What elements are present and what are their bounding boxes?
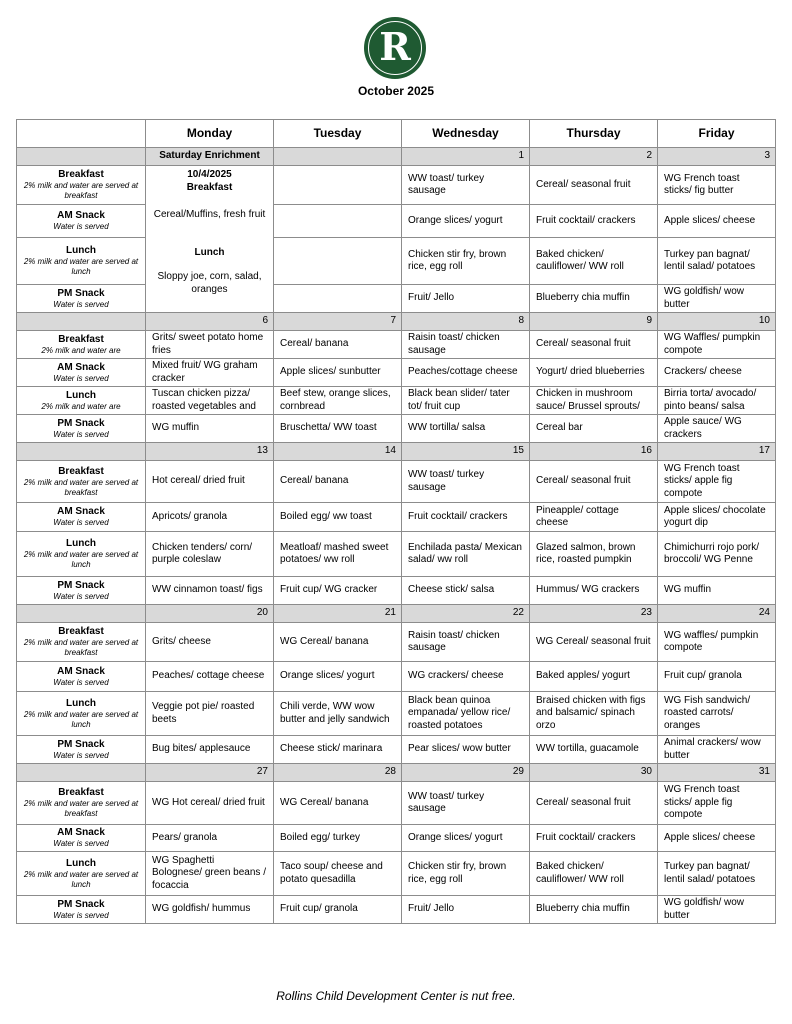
- meal-name: Lunch: [66, 697, 96, 709]
- meal-cell: Baked apples/ yogurt: [530, 662, 658, 692]
- meal-note: 2% milk and water are served at lunch: [23, 550, 139, 569]
- meal-cell: Apple slices/ cheese: [658, 205, 776, 238]
- meal-cell: WG waffles/ pumpkin compote: [658, 623, 776, 662]
- meal-cell: Bruschetta/ WW toast: [274, 415, 402, 443]
- meal-cell: Apple sauce/ WG crackers: [658, 415, 776, 443]
- meal-cell: Baked chicken/ cauliflower/ WW roll: [530, 238, 658, 285]
- meal-note: 2% milk and water are served at lunch: [23, 869, 139, 889]
- breakfast-row: [17, 461, 776, 503]
- meal-cell: Peaches/cottage cheese: [402, 359, 530, 387]
- meal-cell: Black bean slider/ tater tot/ fruit cup: [402, 387, 530, 415]
- date-cell: 2: [530, 148, 658, 166]
- meal-cell: Meatloaf/ mashed sweet potatoes/ ww roll: [274, 532, 402, 577]
- meal-note: Water is served: [53, 910, 109, 920]
- meal-cell: Fruit cup/ WG cracker: [274, 577, 402, 605]
- meal-label: [17, 503, 146, 532]
- meal-name: Breakfast: [58, 465, 104, 477]
- meal-label: [17, 285, 146, 313]
- meal-cell: Chili verde, WW wow butter and jelly sandwich: [274, 692, 402, 736]
- lunch-row: [17, 692, 776, 736]
- meal-cell: Black bean quinoa empanada/ yellow rice/ roasted potatoes: [402, 692, 530, 736]
- meal-name: Lunch: [66, 389, 96, 401]
- date-row: [17, 764, 776, 782]
- meal-cell: Pear slices/ wow butter: [402, 736, 530, 764]
- meal-cell: Cereal/ banana: [274, 331, 402, 359]
- meal-cell: Blueberry chia muffin: [530, 285, 658, 313]
- meal-cell: WG Fish sandwich/ roasted carrots/ oranges: [658, 692, 776, 736]
- date-cell: 3: [658, 148, 776, 166]
- menu-table: [16, 119, 776, 924]
- date-cell: 16: [530, 443, 658, 461]
- meal-cell: Veggie pot pie/ roasted beets: [146, 692, 274, 736]
- saturday-lunch-label: Lunch: [194, 246, 225, 258]
- date-cell: 14: [274, 443, 402, 461]
- meal-cell: Yogurt/ dried blueberries: [530, 359, 658, 387]
- meal-name: Lunch: [66, 857, 96, 869]
- date-row-label: [17, 443, 146, 461]
- meal-cell: [274, 285, 402, 313]
- meal-label: [17, 782, 146, 825]
- date-row-label: [17, 313, 146, 331]
- date-cell: 23: [530, 605, 658, 623]
- meal-label: [17, 415, 146, 443]
- meal-note: Water is served: [53, 677, 109, 687]
- meal-cell: Chicken in mushroom sauce/ Brussel sprouts/: [530, 387, 658, 415]
- meal-note: 2% milk and water are served at breakfast: [23, 477, 139, 497]
- meal-cell: WG goldfish/ wow butter: [658, 285, 776, 313]
- date-cell: 30: [530, 764, 658, 782]
- meal-note: Water is served: [53, 750, 109, 760]
- meal-cell: Fruit/ Jello: [402, 896, 530, 924]
- meal-note: Water is served: [53, 222, 109, 231]
- meal-cell: Turkey pan bagnat/ lentil salad/ potatoes: [658, 852, 776, 896]
- meal-cell: Beef stew, orange slices, cornbread: [274, 387, 402, 415]
- meal-cell: WG Waffles/ pumpkin compote: [658, 331, 776, 359]
- meal-cell: Chicken stir fry, brown rice, egg roll: [402, 238, 530, 285]
- meal-note: Water is served: [53, 299, 109, 309]
- saturday-enrichment-cell: [146, 166, 274, 313]
- meal-cell: Peaches/ cottage cheese: [146, 662, 274, 692]
- meal-label: [17, 532, 146, 577]
- day-header-tuesday: Tuesday: [274, 120, 402, 148]
- date-row: [17, 605, 776, 623]
- date-cell: 28: [274, 764, 402, 782]
- date-cell: 21: [274, 605, 402, 623]
- meal-cell: WG Spaghetti Bolognese/ green beans / focaccia: [146, 852, 274, 896]
- meal-cell: Pineapple/ cottage cheese: [530, 503, 658, 532]
- meal-cell: Apple slices/ sunbutter: [274, 359, 402, 387]
- date-row: [17, 443, 776, 461]
- date-cell: 29: [402, 764, 530, 782]
- meal-label: [17, 205, 146, 238]
- meal-cell: WG muffin: [146, 415, 274, 443]
- meal-cell: Tuscan chicken pizza/ roasted vegetables and: [146, 387, 274, 415]
- meal-cell: WG goldfish/ hummus: [146, 896, 274, 924]
- meal-note: Water is served: [53, 429, 109, 439]
- meal-name: Breakfast: [58, 787, 104, 798]
- date-row-label: [17, 764, 146, 782]
- meal-note: 2% milk and water are: [41, 345, 121, 355]
- meal-cell: WW toast/ turkey sausage: [402, 461, 530, 503]
- meal-label: [17, 852, 146, 896]
- meal-cell: Cheese stick/ marinara: [274, 736, 402, 764]
- date-row-label: [17, 148, 146, 166]
- meal-cell: WG Cereal/ seasonal fruit: [530, 623, 658, 662]
- meal-label: [17, 238, 146, 285]
- meal-cell: WG French toast sticks/ apple fig compote: [658, 461, 776, 503]
- lunch-row: [17, 532, 776, 577]
- breakfast-row: [17, 331, 776, 359]
- meal-cell: Pears/ granola: [146, 825, 274, 852]
- saturday-lunch-items: Sloppy joe, corn, salad, oranges: [157, 271, 262, 295]
- meal-cell: [274, 205, 402, 238]
- saturday-breakfast-items: Cereal/Muffins, fresh fruit: [153, 209, 266, 220]
- date-row: [17, 313, 776, 331]
- meal-cell: Orange slices/ yogurt: [274, 662, 402, 692]
- meal-label: [17, 461, 146, 503]
- meal-note: 2% milk and water are served at breakfast: [23, 181, 139, 200]
- meal-cell: Grits/ sweet potato home fries: [146, 331, 274, 359]
- pm-snack-row: [17, 896, 776, 924]
- meal-cell: WG Cereal/ banana: [274, 782, 402, 825]
- meal-note: 2% milk and water are served at lunch: [23, 709, 139, 729]
- meal-note: 2% milk and water are served at lunch: [23, 257, 139, 276]
- meal-cell: Enchilada pasta/ Mexican salad/ ww roll: [402, 532, 530, 577]
- meal-name: AM Snack: [57, 506, 105, 517]
- date-cell: 1: [402, 148, 530, 166]
- meal-name: PM Snack: [57, 898, 105, 910]
- day-header-row: [17, 120, 776, 148]
- meal-cell: Glazed salmon, brown rice, roasted pumpkin: [530, 532, 658, 577]
- meal-label: [17, 662, 146, 692]
- meal-cell: Cereal/ seasonal fruit: [530, 166, 658, 205]
- meal-name: PM Snack: [57, 287, 105, 299]
- meal-cell: Fruit cup/ granola: [658, 662, 776, 692]
- meal-cell: Braised chicken with figs and balsamic/ spinach orzo: [530, 692, 658, 736]
- meal-cell: Fruit cocktail/ crackers: [530, 205, 658, 238]
- am-snack-row: [17, 503, 776, 532]
- meal-name: Lunch: [66, 245, 96, 256]
- meal-label: [17, 166, 146, 205]
- meal-cell: Boiled egg/ ww toast: [274, 503, 402, 532]
- meal-cell: Mixed fruit/ WG graham cracker: [146, 359, 274, 387]
- meal-name: AM Snack: [57, 361, 105, 373]
- meal-name: AM Snack: [57, 665, 105, 677]
- meal-cell: Chicken tenders/ corn/ purple coleslaw: [146, 532, 274, 577]
- nut-free-footer: Rollins Child Development Center is nut free.: [276, 989, 516, 1003]
- day-header-wednesday: Wednesday: [402, 120, 530, 148]
- saturday-enrichment-label: Saturday Enrichment: [146, 148, 274, 166]
- meal-cell: Orange slices/ yogurt: [402, 825, 530, 852]
- pm-snack-row: [17, 577, 776, 605]
- meal-label: [17, 359, 146, 387]
- date-cell: 9: [530, 313, 658, 331]
- corner-cell: [17, 120, 146, 148]
- meal-cell: Raisin toast/ chicken sausage: [402, 623, 530, 662]
- meal-cell: Apple slices/ cheese: [658, 825, 776, 852]
- meal-label: [17, 577, 146, 605]
- meal-cell: Crackers/ cheese: [658, 359, 776, 387]
- meal-cell: Fruit cocktail/ crackers: [530, 825, 658, 852]
- meal-cell: Apple slices/ chocolate yogurt dip: [658, 503, 776, 532]
- date-cell: 15: [402, 443, 530, 461]
- saturday-breakfast-label: Breakfast: [186, 181, 233, 193]
- meal-name: PM Snack: [57, 738, 105, 750]
- date-cell: 13: [146, 443, 274, 461]
- meal-cell: WG Hot cereal/ dried fruit: [146, 782, 274, 825]
- meal-cell: [274, 238, 402, 285]
- date-cell: 22: [402, 605, 530, 623]
- meal-cell: Fruit/ Jello: [402, 285, 530, 313]
- saturday-date: 10/4/2025: [187, 169, 232, 180]
- meal-note: 2% milk and water are: [41, 401, 121, 411]
- meal-name: PM Snack: [57, 417, 105, 429]
- date-cell: 6: [146, 313, 274, 331]
- lunch-row: [17, 238, 776, 285]
- meal-note: Water is served: [53, 518, 109, 527]
- meal-cell: WW cinnamon toast/ figs: [146, 577, 274, 605]
- meal-name: Breakfast: [58, 169, 104, 180]
- meal-cell: WG French toast sticks/ fig butter: [658, 166, 776, 205]
- date-cell: 24: [658, 605, 776, 623]
- date-cell: 27: [146, 764, 274, 782]
- meal-cell: WW tortilla/ salsa: [402, 415, 530, 443]
- day-header-friday: Friday: [658, 120, 776, 148]
- date-row: [17, 148, 776, 166]
- meal-cell: Turkey pan bagnat/ lentil salad/ potatoes: [658, 238, 776, 285]
- meal-cell: Blueberry chia muffin: [530, 896, 658, 924]
- meal-cell: Boiled egg/ turkey: [274, 825, 402, 852]
- day-header-thursday: Thursday: [530, 120, 658, 148]
- meal-cell: Baked chicken/ cauliflower/ WW roll: [530, 852, 658, 896]
- meal-note: Water is served: [53, 373, 109, 383]
- lunch-row: [17, 852, 776, 896]
- meal-cell: WG goldfish/ wow butter: [658, 896, 776, 924]
- rollins-logo: [364, 17, 426, 79]
- am-snack-row: [17, 662, 776, 692]
- meal-cell: Animal crackers/ wow butter: [658, 736, 776, 764]
- meal-note: 2% milk and water are served at breakfast: [23, 638, 139, 657]
- date-cell: 10: [658, 313, 776, 331]
- day-header-monday: Monday: [146, 120, 274, 148]
- meal-label: [17, 692, 146, 736]
- meal-name: Lunch: [66, 538, 96, 549]
- meal-cell: WW toast/ turkey sausage: [402, 166, 530, 205]
- meal-label: [17, 331, 146, 359]
- am-snack-row: [17, 825, 776, 852]
- date-row-label: [17, 605, 146, 623]
- meal-name: Breakfast: [58, 333, 104, 345]
- meal-cell: Cereal/ seasonal fruit: [530, 331, 658, 359]
- meal-note: Water is served: [53, 591, 109, 601]
- meal-label: [17, 736, 146, 764]
- pm-snack-row: [17, 415, 776, 443]
- meal-cell: Orange slices/ yogurt: [402, 205, 530, 238]
- breakfast-row: [17, 782, 776, 825]
- meal-cell: Cereal/ banana: [274, 461, 402, 503]
- meal-cell: WG Cereal/ banana: [274, 623, 402, 662]
- date-cell: 17: [658, 443, 776, 461]
- meal-cell: Cheese stick/ salsa: [402, 577, 530, 605]
- meal-cell: Raisin toast/ chicken sausage: [402, 331, 530, 359]
- page-title: October 2025: [357, 84, 435, 98]
- meal-name: PM Snack: [57, 579, 105, 591]
- meal-cell: Hot cereal/ dried fruit: [146, 461, 274, 503]
- meal-name: AM Snack: [57, 827, 105, 838]
- meal-cell: WG French toast sticks/ apple fig compote: [658, 782, 776, 825]
- meal-cell: WW tortilla, guacamole: [530, 736, 658, 764]
- lunch-row: [17, 387, 776, 415]
- date-cell: 20: [146, 605, 274, 623]
- breakfast-row: [17, 623, 776, 662]
- meal-label: [17, 623, 146, 662]
- meal-cell: Fruit cup/ granola: [274, 896, 402, 924]
- meal-cell: Hummus/ WG crackers: [530, 577, 658, 605]
- date-cell: 31: [658, 764, 776, 782]
- date-cell: 8: [402, 313, 530, 331]
- meal-cell: Birria torta/ avocado/ pinto beans/ salsa: [658, 387, 776, 415]
- meal-cell: WW toast/ turkey sausage: [402, 782, 530, 825]
- meal-cell: Fruit cocktail/ crackers: [402, 503, 530, 532]
- meal-label: [17, 825, 146, 852]
- meal-note: Water is served: [53, 839, 109, 848]
- date-cell: 7: [274, 313, 402, 331]
- meal-cell: Apricots/ granola: [146, 503, 274, 532]
- meal-name: Breakfast: [58, 626, 104, 637]
- meal-label: [17, 896, 146, 924]
- am-snack-row: [17, 205, 776, 238]
- meal-cell: Grits/ cheese: [146, 623, 274, 662]
- am-snack-row: [17, 359, 776, 387]
- meal-note: 2% milk and water are served at breakfast: [23, 799, 139, 818]
- meal-label: [17, 387, 146, 415]
- meal-cell: WG muffin: [658, 577, 776, 605]
- meal-cell: Cereal/ seasonal fruit: [530, 782, 658, 825]
- meal-cell: Cereal/ seasonal fruit: [530, 461, 658, 503]
- meal-name: AM Snack: [57, 210, 105, 221]
- meal-cell: Chimichurri rojo pork/ broccoli/ WG Penne: [658, 532, 776, 577]
- meal-cell: Taco soup/ cheese and potato quesadilla: [274, 852, 402, 896]
- pm-snack-row: [17, 285, 776, 313]
- meal-cell: Cereal bar: [530, 415, 658, 443]
- meal-cell: WG crackers/ cheese: [402, 662, 530, 692]
- logo-letter: R: [379, 24, 411, 69]
- meal-cell: [274, 166, 402, 205]
- date-cell: [274, 148, 402, 166]
- meal-cell: Bug bites/ applesauce: [146, 736, 274, 764]
- meal-cell: Chicken stir fry, brown rice, egg roll: [402, 852, 530, 896]
- breakfast-row: [17, 166, 776, 205]
- pm-snack-row: [17, 736, 776, 764]
